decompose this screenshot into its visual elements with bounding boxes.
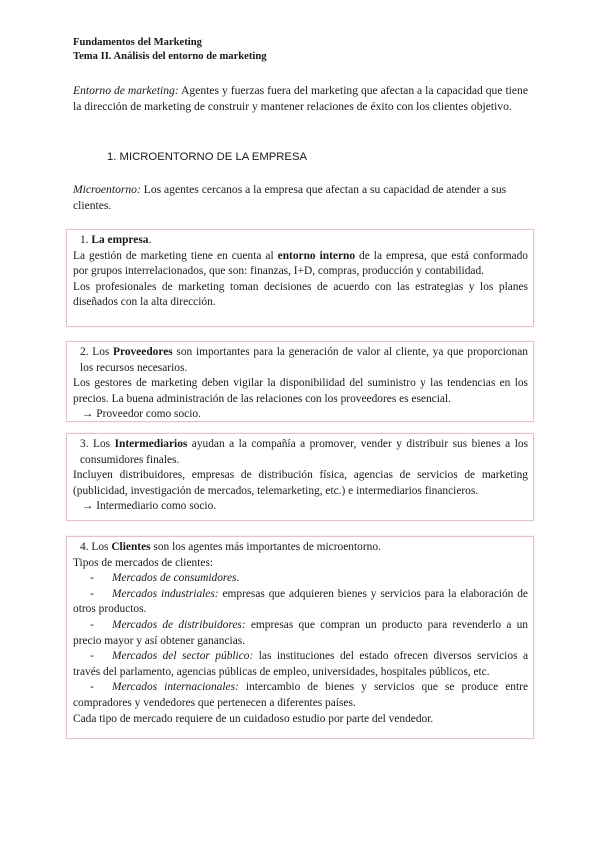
- box-intermediarios-heading: [73, 437, 528, 468]
- box-number: 3. Los: [80, 438, 115, 450]
- box-clientes: [66, 536, 534, 739]
- dash: -: [90, 618, 94, 631]
- list-item: [73, 618, 528, 649]
- box-intermediarios: [66, 433, 534, 521]
- market-desc: .: [236, 572, 240, 585]
- box-number: 1.: [80, 234, 92, 246]
- dash: -: [90, 587, 94, 600]
- list-item: [73, 571, 528, 587]
- box-clientes-heading: [73, 540, 528, 556]
- market-name: Mercados internacionales:: [112, 681, 239, 694]
- box-number: 4. Los: [80, 541, 112, 553]
- dash: -: [90, 681, 94, 694]
- box-clientes-title: Clientes: [111, 541, 151, 553]
- line1-rest: son los agentes más importantes de microentorno.: [150, 541, 381, 553]
- box-proveedores-note: → Proveedor como socio.: [82, 408, 201, 421]
- topic-title: Tema II. Análisis del entorno de marketing: [73, 51, 267, 62]
- box-empresa-paragraph-1: [73, 249, 528, 280]
- intro-definition: [73, 83, 528, 114]
- market-name: Mercados del sector público:: [112, 650, 254, 663]
- dash: -: [90, 650, 94, 663]
- market-types-label: Tipos de mercados de clientes:: [73, 556, 214, 569]
- market-desc: empresas que adquieren bienes y servicios para la elaboración de otros productos.: [73, 587, 528, 616]
- market-desc: intercambio de bienes y servicios que se produce entre compradores y vendedores que pertenecen a diferentes países.: [73, 681, 528, 709]
- microentorno-term: Microentorno:: [73, 183, 141, 196]
- box-proveedores-heading: [73, 345, 528, 376]
- box-proveedores: [66, 341, 534, 422]
- market-name: Mercados industriales:: [112, 587, 219, 600]
- page-header: [73, 36, 267, 64]
- list-item: [73, 680, 528, 711]
- p1-start: La gestión de marketing tiene en cuenta al: [73, 249, 278, 262]
- course-title: Fundamentos del Marketing: [73, 37, 202, 48]
- market-name: Mercados de consumidores: [112, 572, 237, 585]
- line1-rest: ayudan a la compañía a promover, vender y distribuir sus bienes a los consumidores finales.: [80, 438, 528, 466]
- list-item: [73, 587, 528, 618]
- market-desc: empresas que compran un producto para revenderlo a un precio mayor y así obtener ganancias.: [73, 618, 529, 647]
- line1-rest: son importantes para la generación de valor al cliente, ya que proporcionan los recursos necesarios.: [80, 346, 528, 374]
- box-intermediarios-title: Intermediarios: [114, 438, 188, 450]
- market-desc: las instituciones del estado ofrecen diversos servicios a través del parlamento, agencias públicas de empleo, universidades, hospitales públicos, etc.: [73, 650, 529, 678]
- box-proveedores-paragraph-2: Los gestores de marketing deben vigilar la disponibilidad del suministro y las tendencias en los precios. La buena administración de las relaciones con los proveedores es esencial.: [73, 377, 528, 405]
- box-clientes-closing: Cada tipo de mercado requiere de un cuidadoso estudio por parte del vendedor.: [73, 712, 434, 725]
- box-empresa-heading: [73, 233, 528, 249]
- box-empresa-title: La empresa: [91, 234, 149, 246]
- list-item: [73, 649, 528, 680]
- dash: -: [90, 572, 94, 585]
- microentorno-definition: [73, 182, 528, 213]
- intro-term: Entorno de marketing:: [73, 84, 179, 97]
- microentorno-text: Los agentes cercanos a la empresa que afectan a su capacidad de atender a sus clientes.: [73, 183, 507, 212]
- p1-end: de la empresa, que está conformado por grupos interrelacionados, que son: finanzas, I+D, compras, producción y contabilidad.: [73, 249, 528, 278]
- box-proveedores-title: Proveedores: [113, 346, 173, 358]
- box-intermediarios-paragraph-2: Incluyen distribuidores, empresas de distribución física, agencias de servicios de marketing (publicidad, investigación de mercados, telemarketing, etc.) e intermediarios financieros.: [73, 469, 528, 497]
- box-number: 2. Los: [80, 346, 114, 358]
- box-intermediarios-note: → Intermediario como socio.: [82, 500, 217, 513]
- p1-bold: entorno interno: [277, 249, 356, 262]
- box-empresa-paragraph-2: Los profesionales de marketing toman decisiones de acuerdo con las estrategias y los planes diseñados con la alta dirección.: [73, 280, 528, 309]
- box-empresa: [66, 229, 534, 327]
- section-title: 1. MICROENTORNO DE LA EMPRESA: [107, 151, 308, 163]
- title-end: .: [148, 234, 152, 246]
- intro-text: Agentes y fuerzas fuera del marketing que afectan a la capacidad que tiene la dirección de marketing de construir y mantener relaciones de éxito con los clientes objetivo.: [73, 84, 528, 113]
- market-name: Mercados de distribuidores:: [112, 618, 246, 631]
